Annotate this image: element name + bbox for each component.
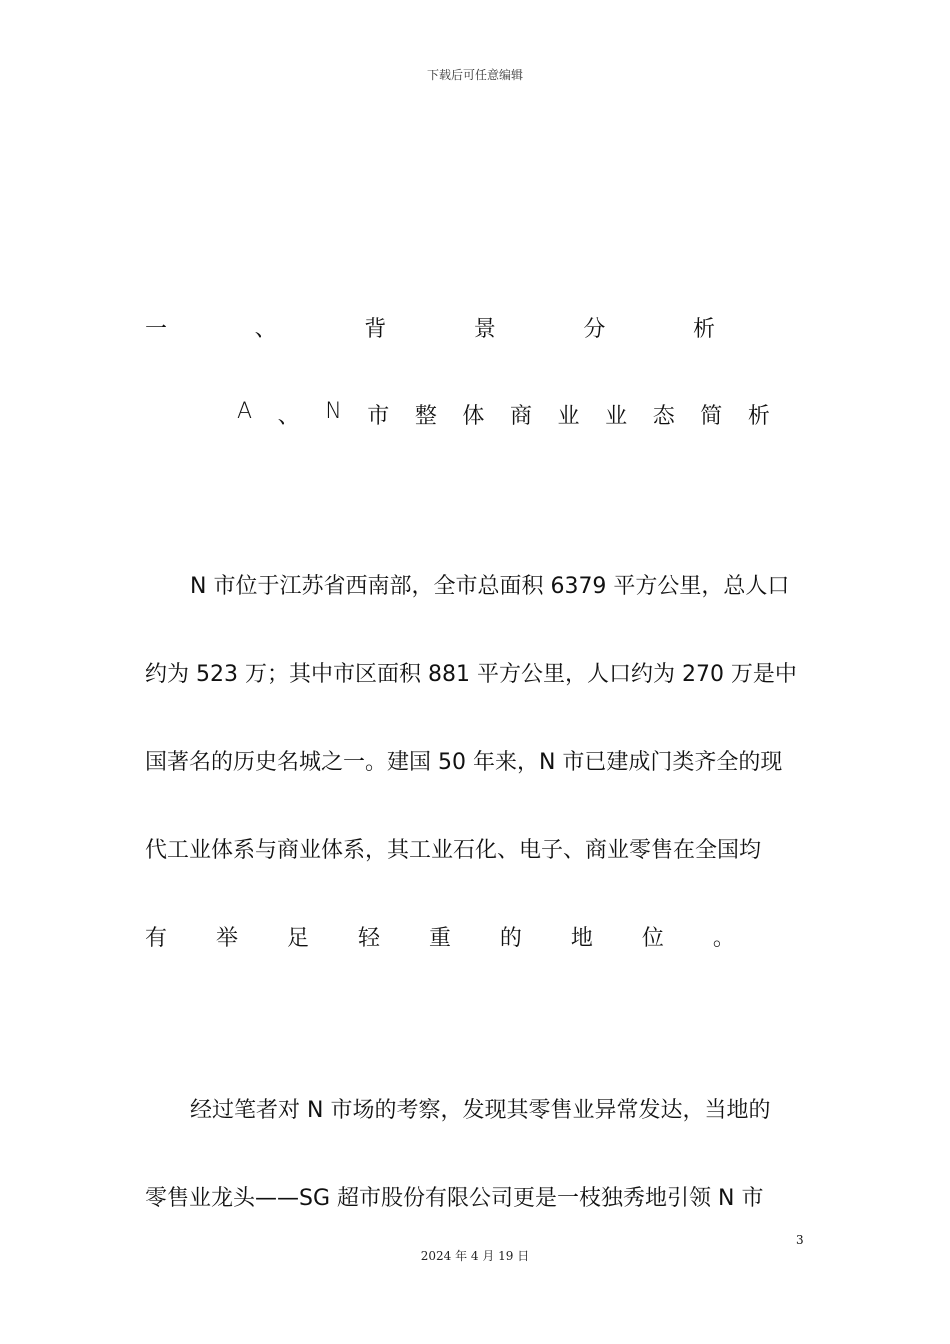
line-char: 有 xyxy=(145,926,168,951)
line-char: 的 xyxy=(499,926,522,951)
heading-char: A xyxy=(237,399,253,424)
paragraph-line: 零售业龙头——SG 超市股份有限公司更是一枝独秀地引领 N 市 xyxy=(145,1186,764,1211)
paragraph-line: 约为 523 万；其中市区面积 881 平方公里，人口约为 270 万是中 xyxy=(145,662,797,687)
heading-char: 析 xyxy=(692,317,715,342)
paragraph-background xyxy=(145,543,805,983)
heading-char: 业 xyxy=(605,404,628,429)
heading-char: 一 xyxy=(145,317,168,342)
heading-char: 业 xyxy=(557,404,580,429)
heading-char: 析 xyxy=(747,404,770,429)
heading-char: 体 xyxy=(462,404,485,429)
heading-char: 景 xyxy=(473,317,496,342)
heading-char: 简 xyxy=(700,404,723,429)
heading-char: 、 xyxy=(254,317,277,342)
line-char: 重 xyxy=(428,926,451,951)
heading-char: 商 xyxy=(509,404,532,429)
heading-char: 市 xyxy=(367,404,390,429)
heading-char: 态 xyxy=(652,404,675,429)
line-char: 位 xyxy=(641,926,664,951)
heading-char: 、 xyxy=(277,404,300,429)
page-header: 下载后可任意编辑 xyxy=(426,68,523,82)
paragraph-line: 代工业体系与商业体系，其工业石化、电子、商业零售在全国均 xyxy=(145,838,762,863)
page-footer-date: 2024 年 4 月 19 日 xyxy=(420,1249,530,1263)
paragraph-line: 国著名的历史名城之一。建国 50 年来，N 市已建成门类齐全的现 xyxy=(145,750,783,775)
line-char: 足 xyxy=(286,926,309,951)
line-char: 轻 xyxy=(357,926,380,951)
page-number: 3 xyxy=(796,1233,804,1247)
line-char: 地 xyxy=(570,926,593,951)
heading-char: 背 xyxy=(364,317,387,342)
paragraph-line: N 市位于江苏省西南部，全市总面积 6379 平方公里，总人口 xyxy=(190,574,790,599)
heading-char: 分 xyxy=(583,317,606,342)
paragraph-last-line xyxy=(145,895,735,983)
section-heading xyxy=(145,312,715,343)
heading-char: 整 xyxy=(414,404,437,429)
line-char: 举 xyxy=(215,926,238,951)
paragraph-line: 经过笔者对 N 市场的考察，发现其零售业异常发达，当地的 xyxy=(190,1098,771,1123)
heading-char: N xyxy=(325,399,342,424)
line-char: 。 xyxy=(712,926,735,951)
paragraph-retail xyxy=(145,1067,805,1243)
subsection-heading xyxy=(237,399,770,430)
